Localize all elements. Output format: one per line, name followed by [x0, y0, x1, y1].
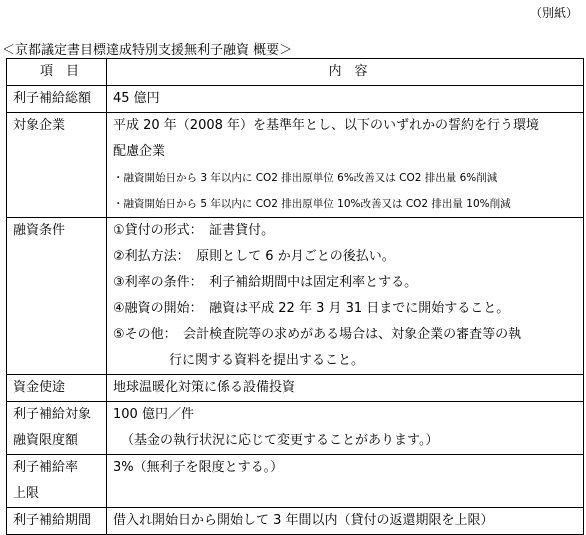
row-value-use: 地球温暖化対策に係る設備投資	[107, 375, 584, 402]
table-header-row	[7, 59, 584, 86]
header-item: 項 目	[7, 59, 107, 86]
table-row	[7, 218, 584, 375]
target-line-2: 配慮企業	[113, 144, 166, 159]
row-value-period: 借入れ開始日から開始して 3 年間以内（貸付の返還期限を上限）	[107, 508, 584, 535]
condition-2: ②利払方法： 原則として 6 か月ごとの後払い。	[113, 249, 395, 264]
row-label-limit	[7, 402, 107, 455]
annex-label: （別紙）	[529, 6, 578, 20]
table-row	[7, 375, 584, 402]
row-label-period: 利子補給期間	[7, 508, 107, 535]
condition-4: ④融資の開始： 融資は平成 22 年 3 月 31 日までに開始すること。	[113, 301, 510, 316]
row-label-target: 対象企業	[7, 113, 107, 218]
table-row	[7, 86, 584, 113]
summary-table	[6, 58, 584, 535]
row-value-rate: 3%（無利子を限度とする。）	[107, 455, 584, 508]
row-label-total: 利子補給総額	[7, 86, 107, 113]
target-commitment-1: ・融資開始日から 3 年以内に CO2 排出原単位 6%改善又は CO2 排出量 6%削減	[113, 172, 498, 184]
table-row	[7, 508, 584, 535]
table-row	[7, 402, 584, 455]
condition-1: ①貸付の形式： 証書貸付。	[113, 223, 275, 238]
limit-label-2: 融資限度額	[13, 433, 79, 448]
row-label-use: 資金使途	[7, 375, 107, 402]
target-commitment-2: ・融資開始日から 5 年以内に CO2 排出原単位 10%改善又は CO2 排出量 10%削減	[113, 198, 511, 210]
limit-note: （基金の執行状況に応じて変更することがあります。）	[121, 433, 439, 448]
row-label-conditions: 融資条件	[7, 218, 107, 375]
table-row	[7, 455, 584, 508]
target-line-1: 平成 20 年（2008 年）を基準年とし、以下のいずれかの誓約を行う環境	[113, 118, 540, 133]
row-value-target	[107, 113, 584, 218]
rate-label-1: 利子補給率	[13, 460, 79, 475]
condition-3: ③利率の条件： 利子補給期間中は固定利率とする。	[113, 275, 418, 290]
document-heading: ＜京都議定書目標達成特別支援無利子融資 概要＞	[2, 43, 293, 58]
limit-label-1: 利子補給対象	[13, 407, 92, 422]
row-label-rate	[7, 455, 107, 508]
row-value-limit	[107, 402, 584, 455]
header-content: 内 容	[107, 59, 584, 86]
condition-5: ⑤その他： 会計検査院等の求めがある場合は、対象企業の審査等の執	[113, 327, 522, 342]
rate-label-2: 上限	[13, 486, 40, 501]
condition-5-continued: 行に関する資料を提出すること。	[169, 353, 365, 368]
row-value-conditions	[107, 218, 584, 375]
limit-value: 100 億円／件	[113, 407, 194, 422]
table-row	[7, 113, 584, 218]
row-value-total: 45 億円	[107, 86, 584, 113]
